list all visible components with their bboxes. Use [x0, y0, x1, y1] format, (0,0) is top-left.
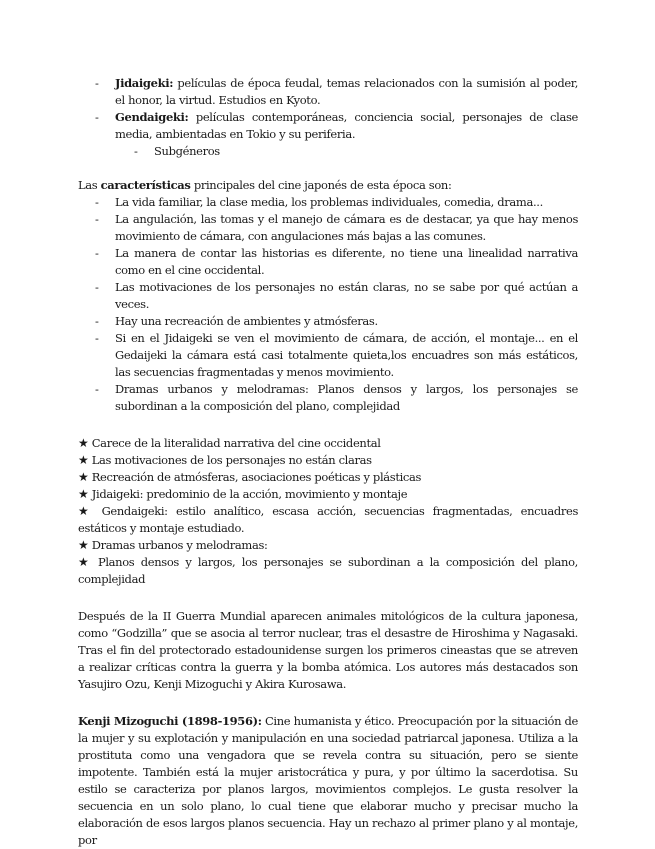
characteristics-intro: Las características principales del cine japonés de esta época son:: [78, 178, 452, 192]
list-item: - La angulación, las tomas y el manejo de cámara es de destacar, ya que hay menos movimiento de cámara, con angulaciones más bajas a las comunes.: [95, 212, 578, 243]
characteristics-keyword: características: [100, 178, 191, 192]
genre-description: películas contemporáneas, conciencia social, personajes de clase media, ambientadas en Tokio y su periferia.: [115, 110, 578, 141]
star-item: ★ Planos densos y largos, los personajes se subordinan a la composición del plano, complejidad: [78, 555, 578, 586]
subgenres-label: Subgéneros: [154, 144, 220, 158]
star-item: ★ Las motivaciones de los personajes no están claras: [78, 453, 372, 467]
characteristics-list: [78, 194, 578, 415]
star-icon: ★: [78, 555, 92, 569]
list-item: - Dramas urbanos y melodramas: Planos densos y largos, los personajes se subordinan a la composición del plano, complejidad: [95, 382, 578, 413]
star-item: ★ Carece de la literalidad narrativa del cine occidental: [78, 436, 381, 450]
list-item: - Hay una recreación de ambientes y atmósferas.: [95, 314, 378, 328]
list-dash: -: [134, 144, 138, 158]
mizoguchi-name: Kenji Mizoguchi (1898-1956):: [78, 714, 262, 728]
subgenres-item: [78, 143, 578, 160]
list-item: - La vida familiar, la clase media, los problemas individuales, comedia, drama...: [95, 195, 543, 209]
list-item: - La manera de contar las historias es diferente, no tiene una linealidad narrativa como en el cine occidental.: [95, 246, 578, 277]
list-dash: -: [95, 110, 99, 124]
document-page: [78, 75, 578, 849]
list-dash: -: [95, 76, 99, 90]
genre-item-gendaigeki: [78, 109, 578, 143]
genre-description: películas de época feudal, temas relacionados con la sumisión al poder, el honor, la virtud. Estudios en Kyoto.: [115, 76, 578, 107]
mizoguchi-paragraph: [78, 713, 578, 849]
genre-term: Jidaigeki:: [115, 76, 174, 90]
star-icon: ★: [78, 453, 89, 467]
genre-term: Gendaigeki:: [115, 110, 189, 124]
star-points: [78, 435, 578, 588]
genre-list: [78, 75, 578, 160]
star-item: ★ Jidaigeki: predominio de la acción, movimiento y montaje: [78, 487, 408, 501]
star-icon: ★: [78, 538, 89, 552]
postwar-paragraph: Después de la II Guerra Mundial aparecen animales mitológicos de la cultura japonesa, como “Godzilla” que se asocia al terror nuclear, tras el desastre de Hiroshima y Nagasaki. Tras el fin del protectorado estadounidense surgen los primeros cineastas que se atreven a realizar críticas contra la guerra y la bomba atómica. Los autores más destacados son Yasujiro Ozu, Kenji Mizoguchi y Akira Kurosawa.: [78, 609, 578, 691]
star-item: ★ Recreación de atmósferas, asociaciones poéticas y plásticas: [78, 470, 422, 484]
star-item: ★ Dramas urbanos y melodramas:: [78, 538, 268, 552]
star-icon: ★: [78, 436, 89, 450]
star-icon: ★: [78, 470, 89, 484]
mizoguchi-text: Cine humanista y ético. Preocupación por la situación de la mujer y su explotación y manipulación en una sociedad patriarcal japonesa. Utiliza a la prostituta como una vengadora que se revela contra su situación, pero se siente impotente. También está la mujer aristocrática y pura, y por último la sacerdotisa. Su estilo se caracteriza por planos largos, movimientos complejos. Le gusta resolver la secuencia en un solo plano, lo cual tiene que elaborar mucho y precisar mucho la elaboración de esos largos planos secuencia. Hay un rechazo al primer plano y al montaje, por: [78, 714, 578, 847]
star-item: ★ Gendaigeki: estilo analítico, escasa acción, secuencias fragmentadas, encuadres estáticos y montaje estudiado.: [78, 504, 578, 535]
list-item: - Las motivaciones de los personajes no están claras, no se sabe por qué actúan a veces.: [95, 280, 578, 311]
star-icon: ★: [78, 504, 94, 518]
star-icon: ★: [78, 487, 89, 501]
genre-item-jidaigeki: [78, 75, 578, 109]
list-item: - Si en el Jidaigeki se ven el movimiento de cámara, de acción, el montaje... en el Gedaijeki la cámara está casi totalmente quieta,los encuadres son más estáticos, las secuencias fragmentadas y menos movimiento.: [95, 331, 578, 379]
